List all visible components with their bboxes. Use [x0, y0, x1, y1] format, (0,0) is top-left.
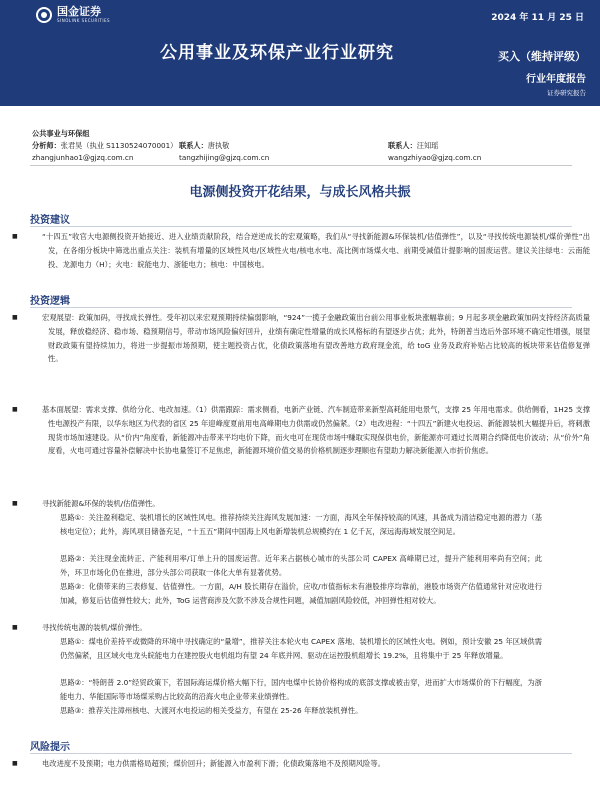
divider [30, 226, 572, 227]
divider [30, 165, 572, 166]
logo-name-cn: 国金证券 [57, 5, 101, 18]
bullet-icon: ■ [12, 314, 18, 321]
report-series-title: 公用事业及环保产业行业研究 [160, 43, 394, 63]
section-invest-logic: 投资逻辑 [30, 296, 70, 307]
contact2-name: 汪知瑶 [416, 141, 439, 150]
contact2-email[interactable]: wangzhiyao@gjzq.com.cn [388, 153, 482, 162]
logo-mark-icon [36, 7, 52, 23]
sinolink-logo [36, 6, 110, 24]
bullet-icon: ■ [12, 624, 18, 631]
paragraph-fundamental: ■ 基本面展望：需求支撑、供给分化、电改加速。（1）供需跟踪：需求侧看，电新产业链、汽车制造带来新型高耗能用电景气，支撑 25 年用电需求。供给侧看，1H25 支撑性电源投产有限，以华东地区为代表的省区 25 年迎峰度夏前用电高峰期电力供需或仍然偏紧。（2）电改进程：“十四五”新建火电投运、新能源装机大幅提升后，将刺激现货市场加速建设。从“价内”角度看，新能源冲击带来平均电价下降，而火电可在现货市场中赚取实现保供电价，新能源亦可通过长周期合约降低电价波动；从“价外”角度看，火电可通过容量补偿解决中长协电量签订不足焦虑，新能源环境价值交易的价格机制逐步理顺也有望助力解决新能源入市折价焦虑。 [12, 405, 590, 456]
section-invest-advice: 投资建议 [30, 215, 70, 226]
report-date: 2024 年 11 月 25 日 [491, 13, 584, 23]
paragraph-traditional-3: 思路③：推荐关注漳州核电、大渡河水电投运的相关受益方，有望在 25-26 年释放装机弹性。 [60, 706, 363, 715]
section-risk: 风险提示 [30, 742, 70, 753]
paragraph-advice: ■ “十四五”收官大电源侧投资开始接近、进入业绩贡献阶段，结合逆逆成长的宏观策略，我们从“寻找新能源&环保装机/估值弹性”，以及“寻找传统电源装机/煤价弹性”出发，在各细分板块中筛选出重点关注：装机有增量的区域性风电/区域性火电/核电水电、高比例市场煤火电、前期受减值计提影响的国废运营。建议关注绿电：云南能投、龙源电力（H）；火电：皖能电力、浙能电力；核电：中国核电。 [12, 232, 590, 269]
report-type: 行业年度报告 [526, 74, 586, 85]
analyst-label: 分析师： [32, 141, 61, 150]
rating: 买入（维持评级） [498, 50, 586, 63]
industry-group: 公共事业与环保组 [32, 129, 90, 138]
paragraph-traditional-1: 思路①：煤电价差持平或微降的环境中寻找确定的“量增”，推荐关注本轮火电 CAPEX 落地、装机增长的区域性火电。例如，预计安徽 25 年区域供需仍然偏紧，且区域火电龙头皖能电力在建控股火电机组均有望 24 年底并网、驱动在运控股机组增长 19.2%，且将集中于 25 年释放增量。 [60, 637, 542, 660]
bullet-icon: ■ [12, 233, 18, 240]
divider [30, 753, 572, 754]
paragraph-risk: ■ 电改进度不及预期；电力供需格局超预；煤价回升；新能源入市盈利下滑；化债政策落地不及预期风险等。 [30, 757, 590, 771]
paragraph-renewable-2: 思路②：关注现金流转正、产能利用率/订单上升的国废运营。近年来占据核心城市的头部公司 CAPEX 高峰期已过，提升产能利用率尚有空间；此外，环卫市场化仍在推进，部分头部公司获取一体化大单有显著优势。 [60, 554, 542, 577]
paragraph-renewable-1: 思路①：关注盈利稳定、装机增长的区域性风电。推荐持续关注海风发展加速：一方面，海风全年保持较高的风速，具备成为清洁稳定电源的潜力（基核电定位）；此外，海风项目储备充足，“十五五”期间中国海上风电新增装机总规模约在 1 亿千瓦，深远海海域发展空间足。 [60, 513, 542, 536]
department: 证券研究报告 [547, 89, 586, 97]
contact1-email[interactable]: tangzhijing@gjzq.com.cn [179, 153, 270, 162]
bullet-icon: ■ [12, 406, 18, 413]
author-block [32, 128, 572, 164]
bullet-icon: ■ [12, 500, 18, 507]
contact2-label: 联系人： [388, 141, 417, 150]
divider [30, 307, 572, 308]
logo-name-en: SINOLINK SECURITIES [57, 18, 111, 23]
report-header [0, 0, 600, 106]
analyst-name: 张君昊（执业 S1130524070001） [60, 141, 178, 150]
paragraph-traditional-2: 思路②：“特朗普 2.0”经贸政策下，若国际海运煤价格大幅下行，国内电煤中长协价格构成的底部支撑或被击穿，进而扩大市场煤价的下行幅度，为浙能电力、华能国际等市场煤采购占比较高的沿海火电企业带来业绩弹性。 [60, 678, 542, 701]
report-headline: 电源侧投资开花结果，与成长风格共振 [189, 185, 411, 200]
paragraph-macro: ■ 宏观展望：政策加码，寻找成长弹性。受年初以来宏观预期持续偏弱影响，“924”一揽子金融政策出台前公用事业板块涨幅靠前；9 月起多项金融政策加码支持经济高质量发展，释放稳经济、稳市场、稳预期信号，带动市场风险偏好回升，业绩有确定性增量的成长风格标的有望逐步占优；此外，特朗普当选后外部环境不确定性增强，展望财政政策有望持续加力，将进一步提振市场预期，使主题投资占优，化债政策落地有望改善地方政府现金流，给 toG 业务及政府补贴占比较高的板块带来估值修复弹性。 [12, 313, 590, 364]
paragraph-renewable-3: 思路③：化债带来的三表修复、估值弹性。一方面，A/H 股长期存在溢价，应收/市值指标未有港股排序均靠前，港股市场资产估值通常针对应收进行加减，修复后估值弹性较大；此外，ToG 运营商涉及欠款不涉及合规性问题，减值加剧风险较低，冲回弹性相对较大。 [60, 582, 542, 605]
paragraph-renewable-title: ■ 寻找新能源&环保的装机/估值弹性。 [30, 497, 590, 511]
contact1-label: 联系人： [179, 141, 208, 150]
contact1-name: 唐执敬 [207, 141, 230, 150]
analyst-email[interactable]: zhangjunhao1@gjzq.com.cn [32, 153, 134, 162]
paragraph-traditional-title: ■ 寻找传统电源的装机/煤价弹性。 [30, 621, 590, 635]
bullet-icon: ■ [12, 760, 18, 767]
